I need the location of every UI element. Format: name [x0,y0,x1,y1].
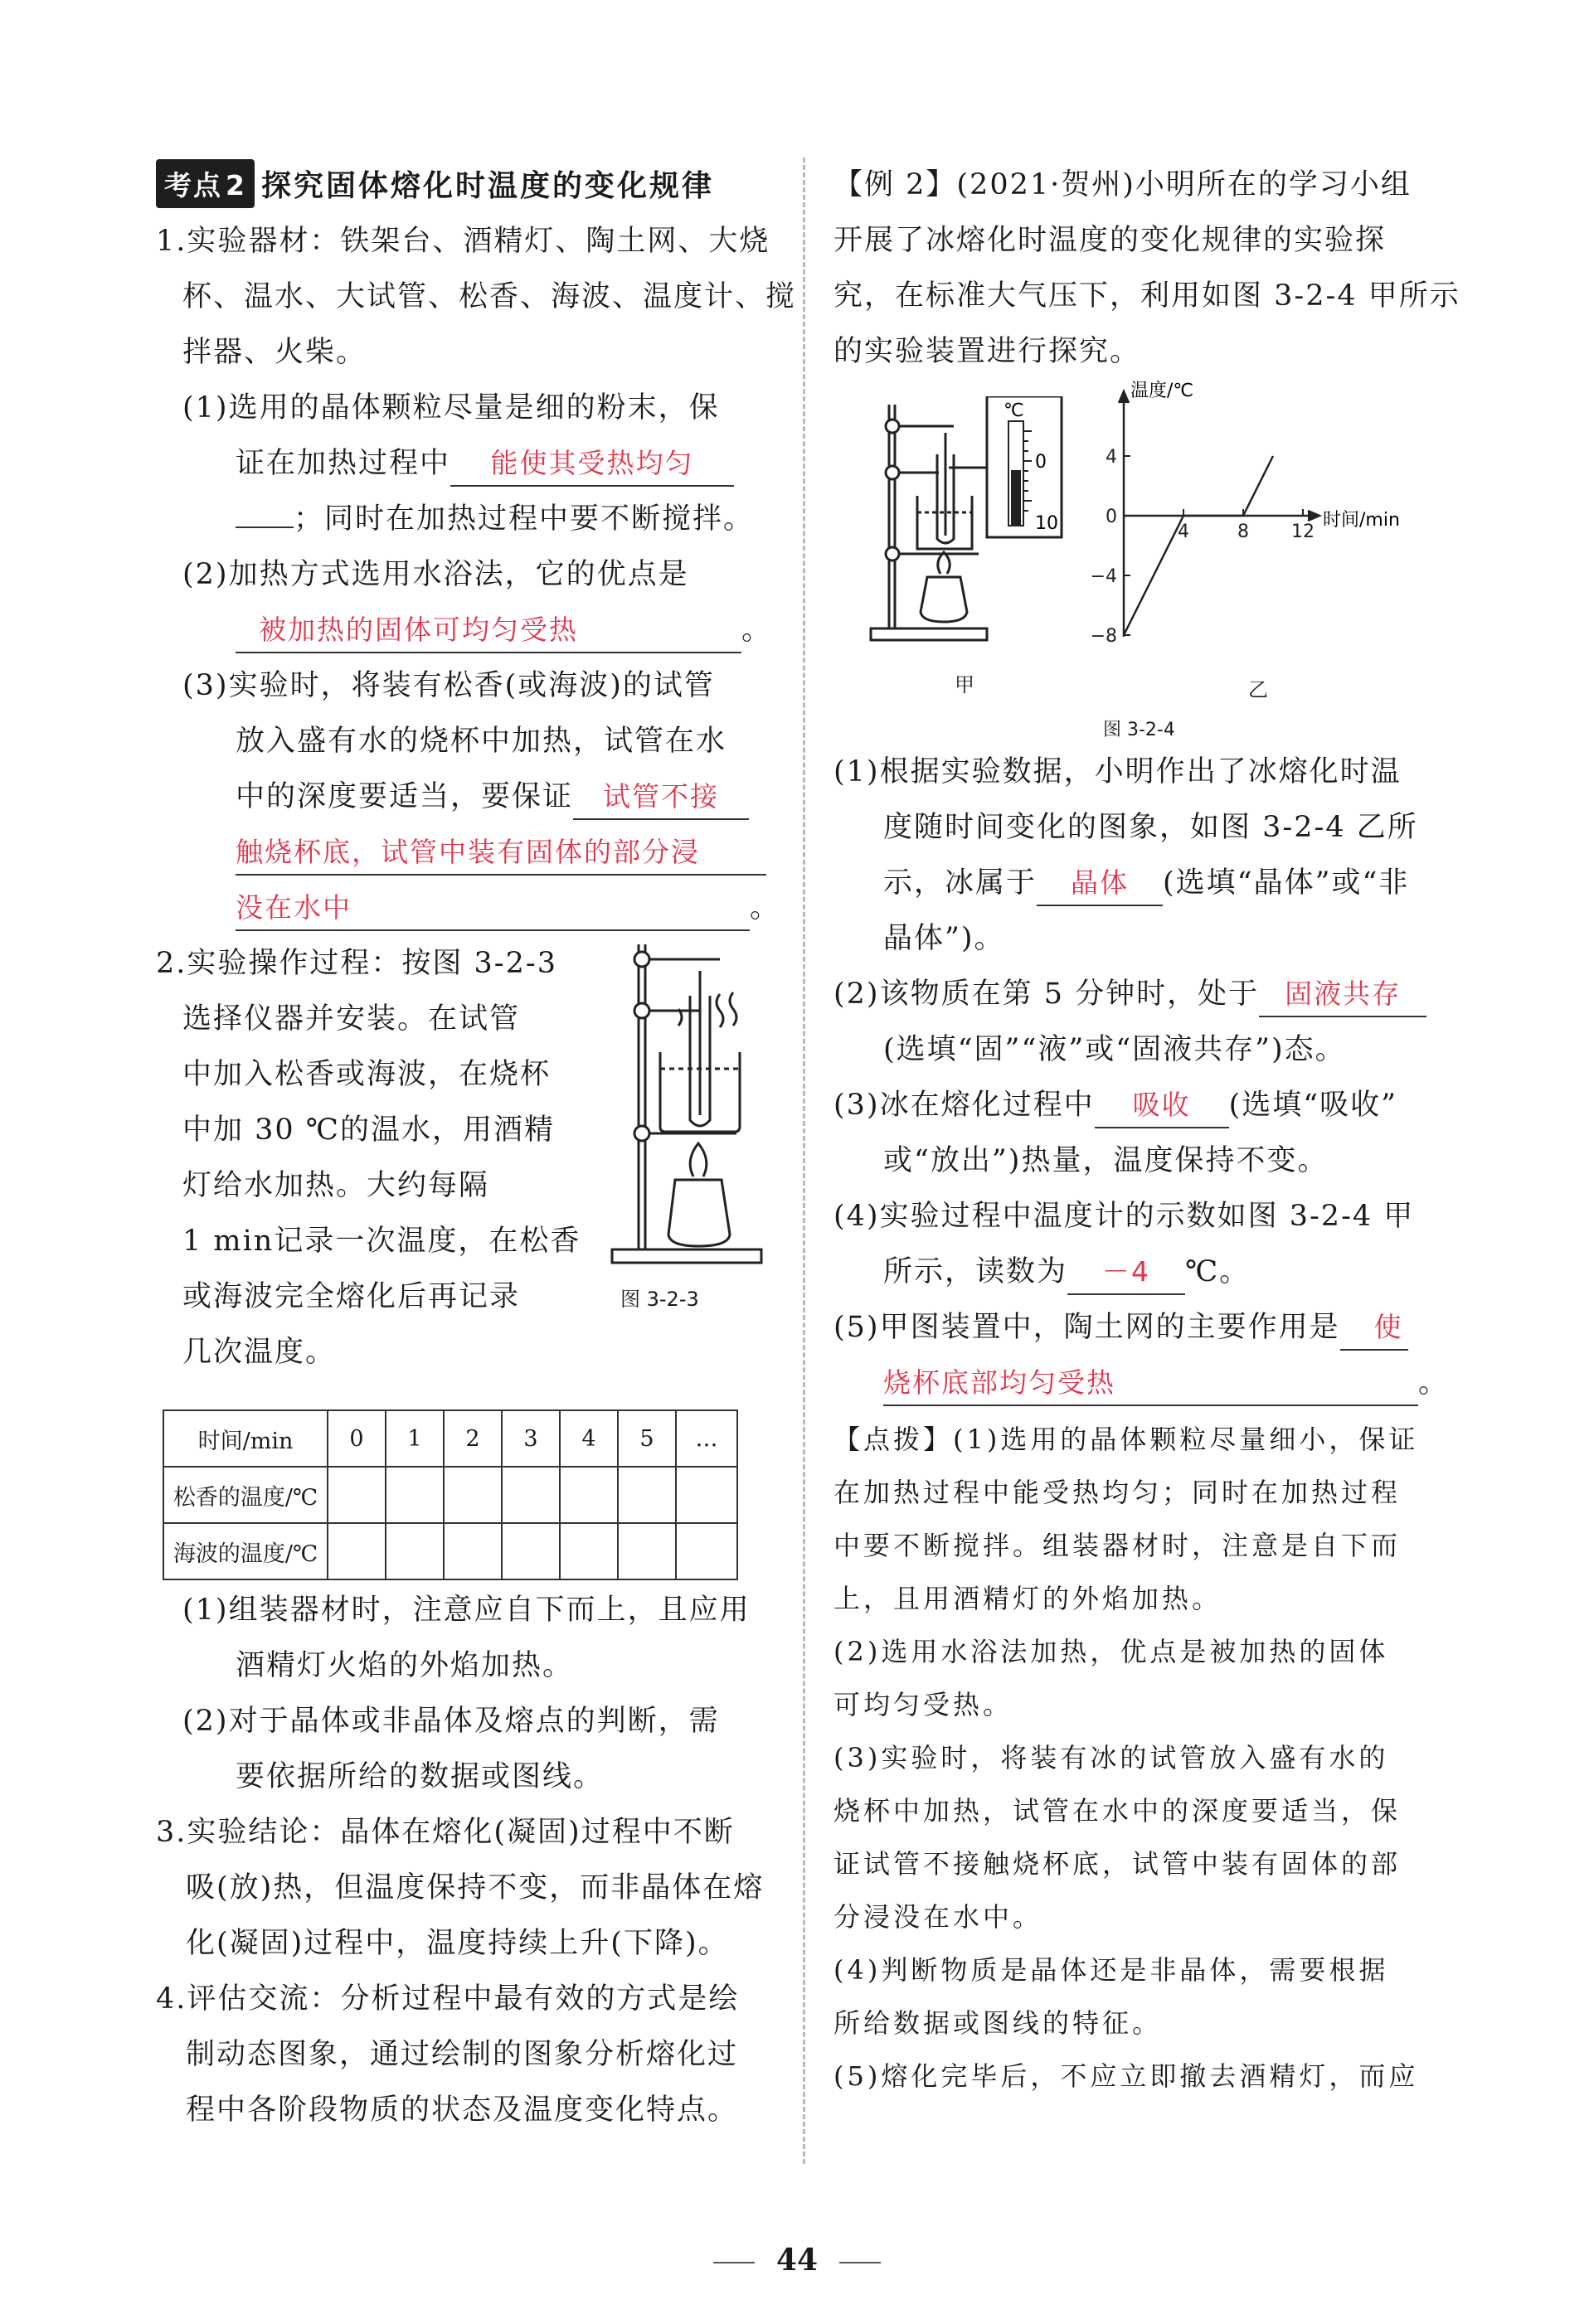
note-2-line: (2)对于晶体或非晶体及熔点的判断，需 [182,1705,720,1738]
table-cell: 2 [444,1410,502,1467]
data-table [163,1409,738,1580]
paragraph-2-line: 选择仪器并安装。在试管 [182,1002,521,1036]
tip-line: 【点拨】(1)选用的晶体颗粒尽量细小，保证 [833,1424,1419,1455]
note-1-line: (1)组装器材时，注意应自下而上，且应用 [182,1594,751,1627]
table-cell: 1 [386,1410,444,1467]
paragraph-4-line: 程中各阶段物质的状态及温度变化特点。 [186,2094,739,2127]
tip-line: 上，且用酒精灯的外焰加热。 [833,1583,1222,1614]
answer-3a: 试管不接 [573,775,749,820]
section-header [156,158,770,209]
label-jia: 甲 [955,673,974,696]
left-column [156,158,797,2138]
tip-line: 在加热过程中能受热均匀；同时在加热过程 [833,1477,1402,1508]
example-line: 究，在标准大气压下，利用如图 3-2-4 甲所示 [833,279,1460,313]
question-1-line: 度随时间变化的图象，如图 3-2-4 乙所 [883,811,1418,844]
column-divider [803,158,805,2164]
question-4-line: (4)实验过程中温度计的示数如图 3-2-4 甲 [833,1200,1415,1233]
table-cell: 5 [618,1410,676,1467]
x-axis-arrow [1308,511,1319,521]
thermo-0-label: 0 [1035,452,1047,473]
paragraph-2-line: 2.实验操作过程：按图 3-2-3 [156,947,557,980]
thermo-10-label: 10 [1035,513,1058,534]
y-tick-label: −8 [1091,626,1117,647]
tip-line: (4)判断物质是晶体还是非晶体，需要根据 [833,1954,1389,1986]
note-2-line: 要依据所给的数据或图线。 [236,1760,605,1793]
question-2-line: (2)该物质在第 5 分钟时，处于 固液共存 [833,967,1464,1022]
question-3-line: (3)冰在熔化过程中 吸收 (选填“吸收” [833,1078,1464,1133]
table-cell: 4 [560,1410,618,1467]
paragraph-4-line: 制动态图象，通过绘制的图象分析熔化过 [186,2038,739,2071]
paragraph-3-line: 化(凝固)过程中，温度持续上升(下降)。 [186,1927,729,1960]
paragraph-2-line: 1 min记录一次温度，在松香 [182,1225,581,1258]
table-cell: 时间/min [163,1410,328,1467]
table-row [163,1467,737,1523]
answer-q1: 晶体 [1037,861,1163,906]
page-number: 44 [0,2243,1594,2278]
paragraph-3-line: 吸(放)热，但温度保持不变，而非晶体在熔 [186,1871,765,1904]
item-1-2-line: 被加热的固体可均匀受热 。 [156,603,770,658]
item-1-3-line: 没在水中 。 [156,881,770,936]
y-tick-label: 4 [1106,447,1117,468]
y-axis-arrow [1119,391,1129,403]
figure-3-2-4 [833,380,1464,745]
answer-3b: 触烧杯底，试管中装有固体的部分浸 [236,831,766,876]
question-1-line: 晶体”)。 [883,922,1005,955]
table-cell: 海波的温度/℃ [163,1523,328,1579]
question-4-line: 所示，读数为 －4 ℃。 [833,1244,1464,1300]
section-title: 探究固体熔化时温度的变化规律 [260,168,714,203]
paragraph-1-line: 1.实验器材：铁架台、酒精灯、陶土网、大烧 [156,225,770,258]
item-1-3-line: (3)实验时，将装有松香(或海波)的试管 [182,669,715,702]
answer-q4: －4 [1067,1250,1185,1295]
answer-q5b: 烧杯底部均匀受热 [883,1361,1418,1406]
paragraph-2-line: 或海波完全熔化后再记录 [182,1280,521,1313]
answer-1: 能使其受热均匀 [450,442,734,487]
temperature-series-line [1124,456,1273,635]
paragraph-1-line: 杯、温水、大试管、松香、海波、温度计、搅 [182,280,797,313]
question-2-line: (选填“固”“液”或“固液共存”)态。 [883,1033,1346,1066]
example-line: 的实验装置进行探究。 [833,335,1141,368]
apparatus-figure-3-2-3 [595,928,778,1276]
question-3-line: 或“放出”)热量，温度保持不变。 [883,1144,1329,1177]
x-tick-label: 12 [1291,522,1315,542]
example-line: 开展了冰熔化时温度的变化规律的实验探 [833,224,1387,257]
tip-line: 烧杯中加热，试管在水中的深度要适当，保 [833,1795,1402,1827]
thermo-unit-label: ℃ [1004,400,1024,421]
table-cell: 松香的温度/℃ [163,1467,328,1523]
tip-line: (3)实验时，将装有冰的试管放入盛有水的 [833,1742,1389,1773]
y-tick-label: −4 [1091,566,1117,587]
x-tick-label: 4 [1178,522,1189,542]
item-1-3-line: 中的深度要适当，要保证 试管不接 [156,769,770,825]
question-1-line: 示，冰属于 晶体 (选填“晶体”或“非 [833,856,1464,911]
paragraph-2-line: 中加 30 ℃的温水，用酒精 [182,1113,555,1147]
question-1-line: (1)根据实验数据，小明作出了冰熔化时温 [833,755,1402,788]
answer-2: 被加热的固体可均匀受热 [236,609,741,653]
table-cell: … [676,1410,737,1467]
table-header-row [163,1410,737,1467]
paragraph-1-line: 拌器、火柴。 [182,336,367,369]
tip-line: 中要不断搅拌。组装器材时，注意是自下而 [833,1530,1402,1561]
item-1-2-line: (2)加热方式选用水浴法，它的优点是 [182,558,689,591]
answer-q2: 固液共存 [1259,973,1426,1017]
question-5-line: 烧杯底部均匀受热 。 [833,1356,1464,1411]
x-axis-label: 时间/min [1323,510,1400,531]
question-5-line: (5)甲图装置中，陶土网的主要作用是 使 [833,1300,1464,1356]
tip-line: (5)熔化完毕后，不应立即撤去酒精灯，而应 [833,2060,1419,2092]
table-row [163,1523,737,1579]
answer-q5a: 使 [1340,1306,1408,1351]
item-1-3-line: 放入盛有水的烧杯中加热，试管在水 [236,725,727,758]
item-1-1-line: ；同时在加热过程中要不断搅拌。 [156,492,770,547]
item-1-3-line [156,825,770,881]
temperature-time-graph [1091,380,1439,678]
item-1-1-line: 证在加热过程中 能使其受热均匀 [156,436,770,492]
example-line: 【例 2】(2021·贺州)小明所在的学习小组 [833,168,1412,201]
table-cell: 0 [328,1410,386,1467]
paragraph-4-line: 4.评估交流：分析过程中最有效的方式是绘 [156,1982,740,2016]
apparatus-figure-jia [863,396,1070,662]
paragraph-3-line: 3.实验结论：晶体在熔化(凝固)过程中不断 [156,1816,735,1849]
figure-3-2-3-caption: 图 3-2-3 [620,1288,699,1311]
paragraph-2-line: 灯给水加热。大约每隔 [182,1169,490,1202]
item-1-1-line: (1)选用的晶体颗粒尽量是细的粉末，保 [182,391,720,425]
figure-3-2-4-caption: 图 3-2-4 [1103,720,1175,740]
x-tick-label: 8 [1237,522,1249,542]
paragraph-2-line: 几次温度。 [182,1336,337,1369]
paragraph-2 [156,936,770,1380]
y-tick-label: 0 [1106,507,1117,527]
tip-line: 所给数据或图线的特征。 [833,2007,1163,2039]
tip-line: 可均匀受热。 [833,1689,1013,1720]
paragraph-2-line: 中加入松香或海波，在烧杯 [182,1058,552,1091]
section-badge: 考点 2 [156,159,255,208]
tip-line: (2)选用水浴法加热，优点是被加热的固体 [833,1636,1389,1667]
right-column [833,158,1464,2103]
label-yi: 乙 [1248,678,1268,701]
answer-3c: 没在水中 [236,886,750,931]
answer-q3: 吸收 [1095,1084,1229,1128]
table-cell: 3 [502,1410,560,1467]
y-axis-label: 温度/℃ [1130,381,1194,401]
tip-line: 分浸没在水中。 [833,1901,1043,1933]
answer-blank-tail [236,526,294,528]
tip-line: 证试管不接触烧杯底，试管中装有固体的部 [833,1848,1402,1880]
note-1-line: 酒精灯火焰的外焰加热。 [236,1649,574,1682]
